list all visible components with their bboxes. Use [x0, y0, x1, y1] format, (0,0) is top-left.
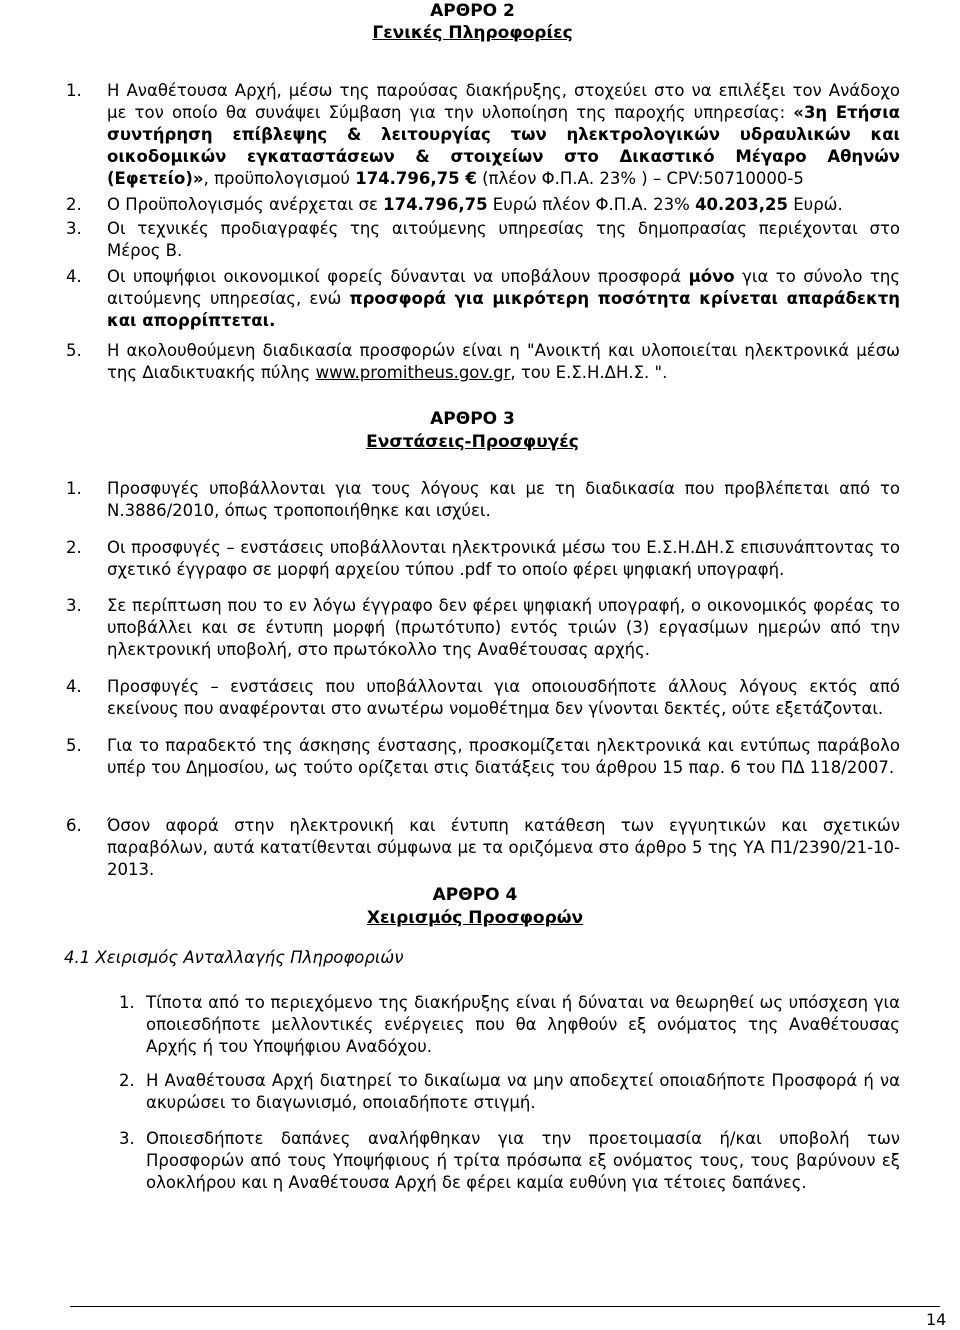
- article-3-item-6: Όσον αφορά στην ηλεκτρονική και έντυπη κατάθεση των εγγυητικών και σχετικών παραβόλων, αυτά κατατίθενται σύμφωνα με τα οριζόμενα στο άρθρο 5 της ΥΑ Π1/2390/21-10-2013.: [107, 816, 900, 879]
- article-4-item-1: Τίποτα από το περιεχόμενο της διακήρυξης είναι ή δύναται να θεωρηθεί ως υπόσχεση για οποιεσδήποτε μελλοντικές ενέργειες που θα ληφθούν εξ ονόματος της Αναθέτουσας Αρχής ή του Υποψήφιου Αναδόχου.: [146, 993, 900, 1056]
- article-3-item-1: Προσφυγές υποβάλλονται για τους λόγους και με τη διαδικασία που προβλέπεται από το Ν.3886/2010, όπως τροποποιήθηκε και ισχύει.: [107, 479, 900, 520]
- item-number: 1.: [66, 81, 82, 100]
- article-2-item-3: Οι τεχνικές προδιαγραφές της αιτούμενης υπηρεσίας της δημοπρασίας περιέχονται στο Μέρος Β.: [107, 219, 900, 260]
- page-number: 14: [926, 1310, 947, 1329]
- article-4-title: ΑΡΘΡΟ 4: [432, 885, 518, 905]
- item-number: 4.: [66, 677, 82, 696]
- item-number: 5.: [66, 736, 82, 755]
- article-3-item-2: Οι προσφυγές – ενστάσεις υποβάλλονται ηλεκτρονικά μέσω του Ε.Σ.Η.ΔΗ.Σ επισυνάπτοντας το σχετικό έγγραφο σε μορφή αρχείου τύπου .pdf το οποίο φέρει ψηφιακή υπογραφή.: [107, 538, 900, 579]
- article-3-item-3: Σε περίπτωση που το εν λόγω έγγραφο δεν φέρει ψηφιακή υπογραφή, ο οικονομικός φορέας το υποβάλλει και σε έντυπη μορφή (πρωτότυπο) εντός τριών (3) εργασίμων ημερών από την ηλεκτρονική υποβολή, στο πρωτόκολλο της Αναθέτουσας αρχής.: [107, 596, 900, 659]
- article-3-title: ΑΡΘΡΟ 3: [430, 409, 515, 429]
- article-3-item-5: Για το παραδεκτό της άσκησης ένστασης, προσκομίζεται ηλεκτρονικά και εντύπως παράβολο υπέρ του Δημοσίου, ως τούτο ορίζεται στις διατάξεις του άρθρου 15 παρ. 6 του ΠΔ 118/2007.: [107, 736, 900, 777]
- article-2-title: ΑΡΘΡΟ 2: [430, 1, 515, 21]
- item-number: 3.: [66, 596, 82, 615]
- section-4-1-heading: 4.1 Χειρισμός Ανταλλαγής Πληροφοριών: [64, 948, 404, 967]
- article-2-item-2: Ο Προϋπολογισμός ανέρχεται σε 174.796,75 Ευρώ πλέον Φ.Π.Α. 23% 40.203,25 Ευρώ.: [107, 195, 843, 214]
- footer-divider: [70, 1306, 940, 1307]
- article-3-item-4: Προσφυγές – ενστάσεις που υποβάλλονται για οποιουσδήποτε άλλους λόγους εκτός από εκείνους που αναφέρονται στο ανωτέρω νομοθέτημα δεν γίνονται δεκτές, ούτε εξετάζονται.: [107, 677, 900, 718]
- article-3-subtitle: Ενστάσεις-Προσφυγές: [366, 432, 579, 452]
- article-4-item-3: Οποιεσδήποτε δαπάνες αναλήφθηκαν για την προετοιμασία ή/και υποβολή των Προσφορών από τους Υποψήφιους ή τρίτα πρόσωπα εξ ονόματος τους, τους βαρύνουν εξ ολοκλήρου και η Αναθέτουσα Αρχή δε φέρει καμία ευθύνη για τέτοιες δαπάνες.: [146, 1129, 900, 1192]
- promitheus-link[interactable]: www.promitheus.gov.gr: [315, 363, 511, 382]
- article-4-subtitle: Χειρισμός Προσφορών: [366, 908, 584, 928]
- item-number: 2.: [119, 1071, 135, 1090]
- item-number: 3.: [119, 1129, 135, 1148]
- item-number: 6.: [66, 816, 82, 835]
- item-number: 2.: [66, 195, 82, 214]
- article-2-subtitle: Γενικές Πληροφορίες: [372, 23, 573, 43]
- item-number: 5.: [66, 341, 82, 360]
- item-number: 1.: [66, 479, 82, 498]
- item-number: 1.: [119, 993, 135, 1012]
- article-4-item-2: Η Αναθέτουσα Αρχή διατηρεί το δικαίωμα να μην αποδεχτεί οποιαδήποτε Προσφορά ή να ακυρώσει το διαγωνισμό, οποιαδήποτε στιγμή.: [146, 1071, 900, 1112]
- article-2-item-5: Η ακολουθούμενη διαδικασία προσφορών είναι η "Ανοικτή και υλοποιείται ηλεκτρονικά μέσω της Διαδικτυακής πύλης www.promitheus.gov.gr, του Ε.Σ.Η.ΔΗ.Σ. ".: [107, 341, 900, 382]
- article-2-item-1: Η Αναθέτουσα Αρχή, μέσω της παρούσας διακήρυξης, στοχεύει στο να επιλέξει τον Ανάδοχο με τον οποίο θα συνάψει Σύμβαση για την υλοποίηση της παροχής υπηρεσίας: «3η Ετήσια συντήρηση επίβλεψης & λειτουργίας των ηλεκτρολογικών υδραυλικών και οικοδομικών εγκαταστάσεων & στοιχείων στο Δικαστικό Μέγαρο Αθηνών (Εφετείο)», προϋπολογισμού 174.796,75 € (πλέον Φ.Π.Α. 23% ) – CPV:50710000-5: [107, 81, 900, 188]
- item-number: 2.: [66, 538, 82, 557]
- item-number: 4.: [66, 267, 82, 286]
- item-number: 3.: [66, 219, 82, 238]
- article-2-item-4: Οι υποψήφιοι οικονομικοί φορείς δύνανται να υποβάλουν προσφορά μόνο για το σύνολο της αιτούμενης υπηρεσίας, ενώ προσφορά για μικρότερη ποσότητα κρίνεται απαράδεκτη και απορρίπτεται.: [107, 267, 900, 330]
